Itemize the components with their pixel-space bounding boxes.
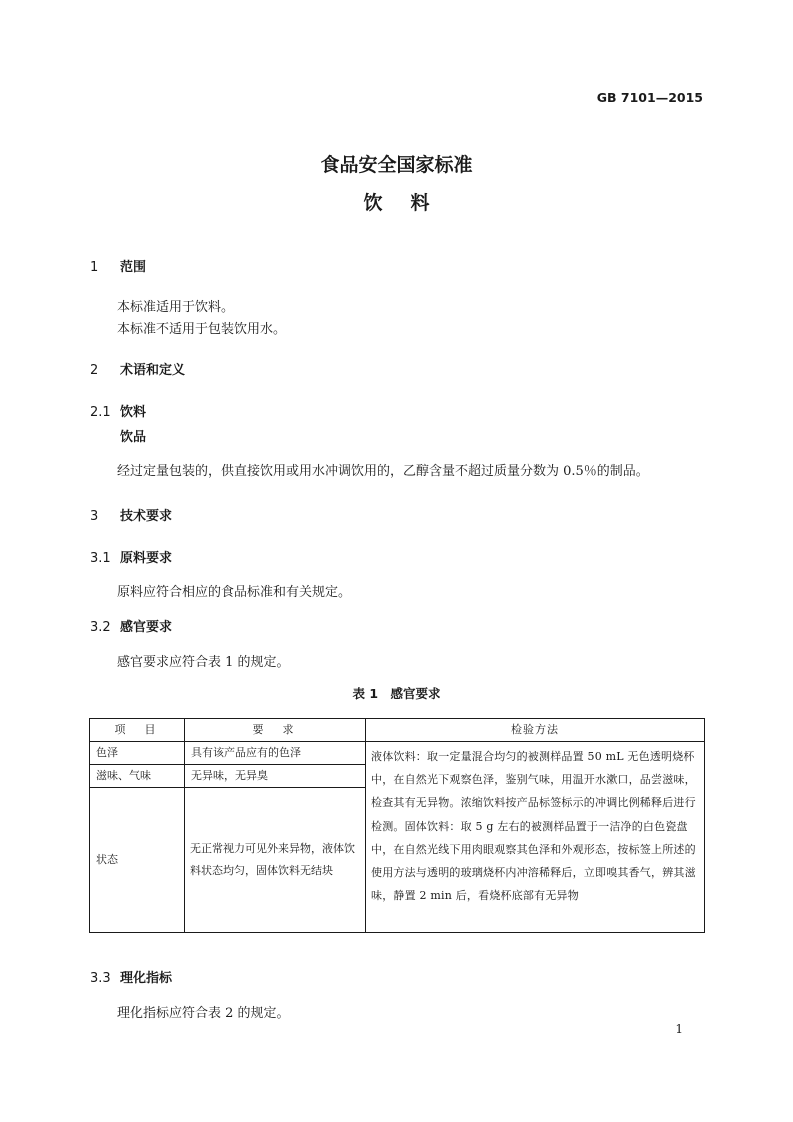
test-method-cell: 液体饮料：取一定量混合均匀的被测样品置 50 mL 无色透明烧杯中，在自然光下观察色泽，鉴别气味，用温开水漱口，品尝滋味，检查其有无异物。浓缩饮料按产品标签标示的冲调比例稀释后进行检测。固体饮料：取 5 g 左右的被测样品置于一洁净的白色瓷盘中，在自然光线下用肉眼观察其色泽和外观形态，按标签上所述的使用方法与透明的玻璃烧杯内冲溶稀释后，立即嗅其香气，辨其滋味，静置 2 min 后，看烧杯底部有无异物 <box>366 742 705 933</box>
section-3-3-heading <box>90 967 172 986</box>
section-3-heading <box>90 505 172 524</box>
section-1-heading <box>90 256 146 275</box>
section-title: 饮料 <box>120 405 147 420</box>
paragraph: 感官要求应符合表 1 的规定。 <box>117 655 290 670</box>
section-title: 原料要求 <box>120 551 173 566</box>
document-title: 食品安全国家标准 <box>320 154 473 176</box>
section-2-heading <box>90 359 185 378</box>
page-number: 1 <box>675 1022 683 1036</box>
section-number: 2.1 <box>90 405 111 420</box>
paragraph: 理化指标应符合表 2 的规定。 <box>117 1006 290 1021</box>
column-header-method: 检验方法 <box>366 719 705 742</box>
requirement-cell: 无异味，无异臭 <box>185 765 366 788</box>
document-subtitle: 饮料 <box>363 192 458 214</box>
sensory-requirements-table <box>89 718 705 933</box>
definition-text: 经过定量包装的，供直接饮用或用水冲调饮用的，乙醇含量不超过质量分数为 0.5％的制品。 <box>117 464 649 479</box>
paragraph: 本标准适用于饮料。 <box>117 300 235 315</box>
table-header-row <box>90 719 705 742</box>
section-2-1-heading <box>90 401 146 420</box>
section-title: 技术要求 <box>120 509 173 524</box>
section-number: 3.1 <box>90 551 111 566</box>
section-number: 3 <box>90 509 99 524</box>
section-number: 3.3 <box>90 971 111 986</box>
requirement-cell: 无正常视力可见外来异物，液体饮料状态均匀，固体饮料无结块 <box>185 788 366 933</box>
paragraph: 本标准不适用于包装饮用水。 <box>117 322 287 337</box>
column-header-requirement: 要 求 <box>185 719 366 742</box>
section-title: 感官要求 <box>120 620 173 635</box>
section-3-2-heading <box>90 616 172 635</box>
section-number: 1 <box>90 260 99 275</box>
alternate-term: 饮品 <box>120 430 147 445</box>
section-title: 范围 <box>120 260 147 275</box>
item-cell: 色泽 <box>90 742 185 765</box>
section-title: 理化指标 <box>120 971 173 986</box>
item-cell: 状态 <box>90 788 185 933</box>
item-cell: 滋味、气味 <box>90 765 185 788</box>
paragraph: 原料应符合相应的食品标准和有关规定。 <box>117 585 352 600</box>
table-row <box>90 742 705 765</box>
section-number: 2 <box>90 363 99 378</box>
requirement-cell: 具有该产品应有的色泽 <box>185 742 366 765</box>
column-header-item: 项 目 <box>90 719 185 742</box>
section-3-1-heading <box>90 547 172 566</box>
section-title: 术语和定义 <box>120 363 186 378</box>
section-number: 3.2 <box>90 620 111 635</box>
table-caption: 表 1 感官要求 <box>352 686 441 701</box>
standard-number: GB 7101—2015 <box>596 90 703 105</box>
